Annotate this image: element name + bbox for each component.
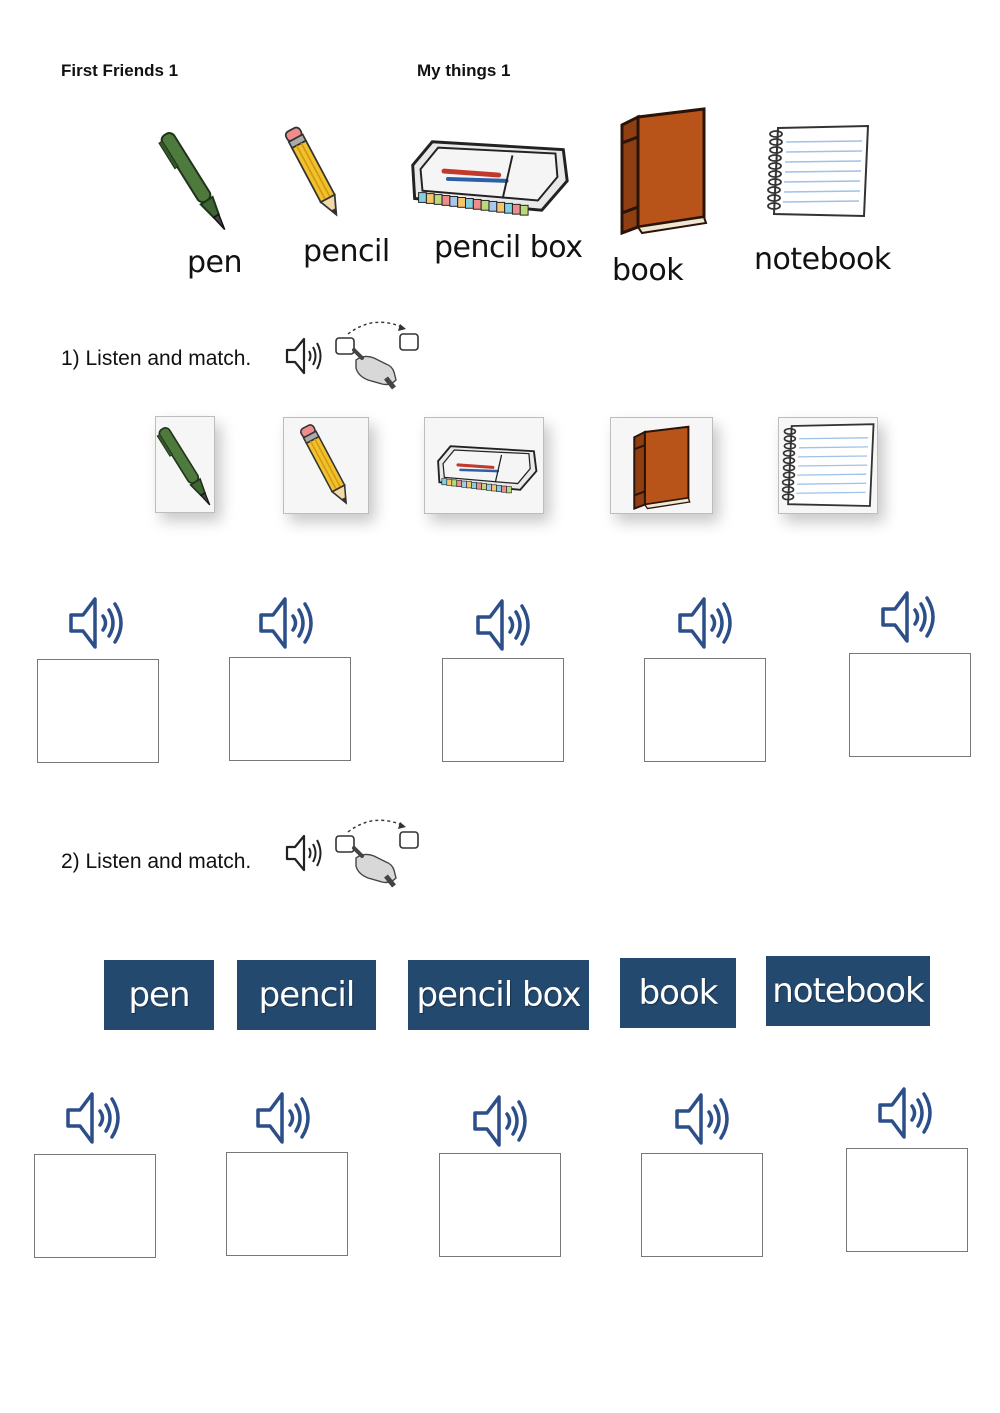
draggable-word-book[interactable]: book — [620, 958, 736, 1028]
exercise2-slot-1 — [34, 1085, 156, 1259]
play-audio-icon[interactable] — [65, 590, 131, 656]
vocab-pencil-box — [404, 132, 584, 282]
exercise1-slot-4 — [644, 590, 766, 764]
drop-target-box[interactable] — [641, 1153, 763, 1257]
play-audio-icon[interactable] — [472, 592, 538, 658]
play-audio-icon[interactable] — [469, 1088, 535, 1154]
drag-and-drop-icon — [334, 818, 424, 888]
exercise1-slot-2 — [229, 590, 351, 764]
exercise2-slot-3 — [439, 1086, 561, 1260]
vocab-word-pencil-box: pencil box — [434, 230, 583, 265]
exercise1-instruction: 1) Listen and match. — [61, 347, 252, 370]
worksheet-series-title: First Friends 1 — [61, 61, 179, 80]
exercise2-slot-4 — [641, 1086, 763, 1260]
worksheet-unit-title: My things 1 — [417, 61, 511, 80]
draggable-picture-notebook[interactable] — [778, 417, 878, 514]
vocab-notebook — [752, 122, 891, 282]
drop-target-box[interactable] — [442, 658, 564, 762]
play-audio-icon[interactable] — [874, 1080, 940, 1146]
notebook-icon — [764, 122, 874, 222]
exercise2-instruction: 2) Listen and match. — [61, 850, 252, 873]
drop-target-box[interactable] — [846, 1148, 968, 1252]
vocab-word-notebook: notebook — [754, 242, 891, 277]
exercise2-slot-2 — [226, 1085, 348, 1259]
draggable-picture-pencil-box[interactable] — [424, 417, 544, 514]
drop-target-box[interactable] — [34, 1154, 156, 1258]
play-audio-icon[interactable] — [62, 1085, 128, 1151]
vocab-word-pen: pen — [187, 245, 243, 280]
speaker-icon — [284, 831, 328, 875]
vocab-word-pencil: pencil — [303, 234, 390, 269]
drag-and-drop-icon — [334, 320, 424, 390]
play-audio-icon[interactable] — [671, 1086, 737, 1152]
notebook-icon — [779, 420, 879, 512]
draggable-word-pencil[interactable]: pencil — [237, 960, 376, 1030]
exercise1-slot-5 — [849, 584, 971, 758]
vocab-pen — [145, 122, 255, 292]
exercise1-slot-3 — [442, 590, 564, 764]
book-icon — [614, 105, 714, 235]
pencil-box-icon — [431, 440, 541, 496]
play-audio-icon[interactable] — [252, 1085, 318, 1151]
draggable-picture-book[interactable] — [610, 417, 713, 514]
vocab-book — [610, 105, 720, 295]
pencil-box-icon — [404, 132, 572, 220]
pen-icon — [145, 122, 245, 242]
drop-target-box[interactable] — [439, 1153, 561, 1257]
play-audio-icon[interactable] — [877, 584, 943, 650]
speaker-icon — [284, 334, 328, 378]
vocab-pencil — [270, 122, 390, 282]
play-audio-icon[interactable] — [674, 590, 740, 656]
pen-icon — [144, 419, 228, 515]
pencil-icon — [284, 420, 370, 514]
exercise1-slot-1 — [37, 590, 159, 764]
pencil-icon — [270, 122, 360, 227]
drop-target-box[interactable] — [37, 659, 159, 763]
drop-target-box[interactable] — [849, 653, 971, 757]
drop-target-box[interactable] — [644, 658, 766, 762]
book-icon — [629, 424, 695, 510]
draggable-word-notebook[interactable]: notebook — [766, 956, 930, 1026]
drop-target-box[interactable] — [229, 657, 351, 761]
draggable-picture-pencil[interactable] — [283, 417, 369, 514]
exercise2-slot-5 — [846, 1080, 968, 1254]
draggable-word-pen[interactable]: pen — [104, 960, 214, 1030]
play-audio-icon[interactable] — [255, 590, 321, 656]
draggable-picture-pen[interactable] — [155, 416, 215, 513]
vocab-word-book: book — [612, 253, 684, 288]
drop-target-box[interactable] — [226, 1152, 348, 1256]
draggable-word-pencil-box[interactable]: pencil box — [408, 960, 589, 1030]
